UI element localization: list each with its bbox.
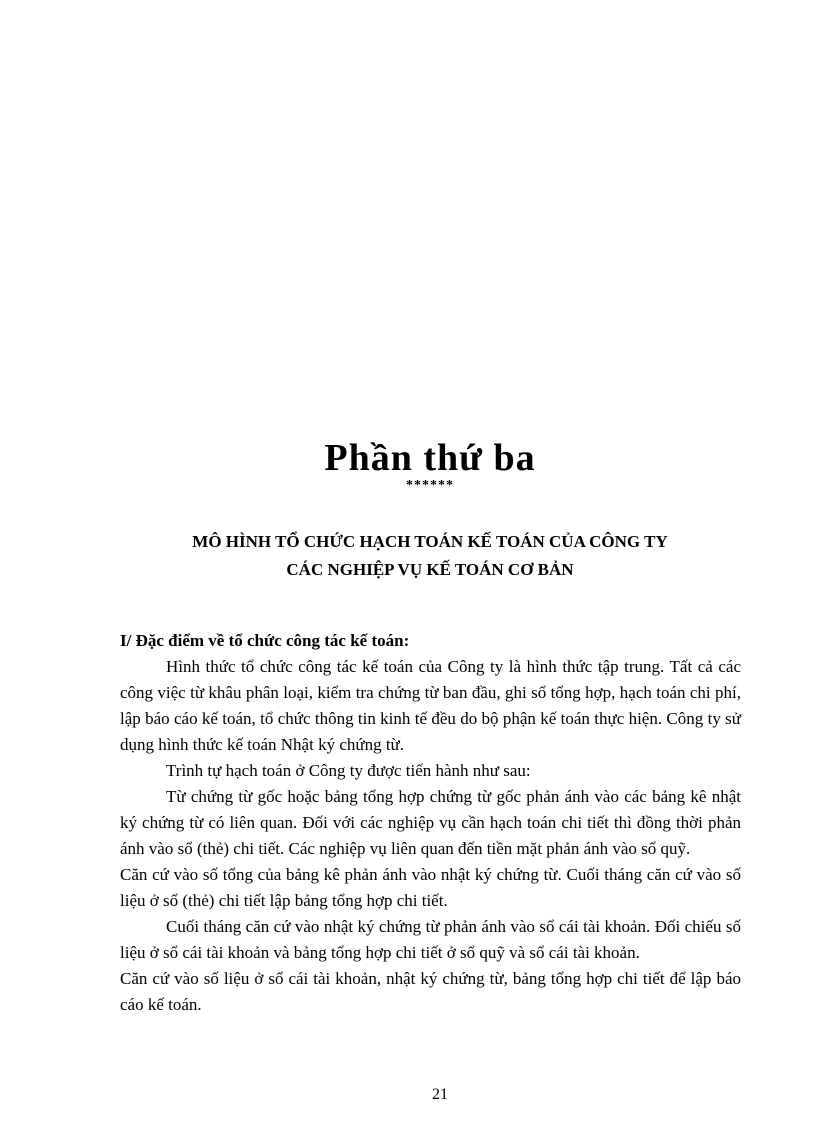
paragraph-source-documents: Từ chứng từ gốc hoặc bảng tổng hợp chứng từ gốc phản ánh vào các bảng kê nhật ký chứng từ có liên quan. Đối với các nghiệp vụ cần hạch toán chi tiết thì đồng thời phản ánh vào sổ (thẻ) chi tiết. Các nghiệp vụ liên quan đến tiền mặt phản ánh vào sổ quỹ. bbox=[120, 787, 741, 858]
section-heading: I/ Đặc điểm về tổ chức công tác kế toán: bbox=[120, 631, 410, 650]
chapter-heading-line-1: MÔ HÌNH TỔ CHỨC HẠCH TOÁN KẾ TOÁN CỦA CÔNG TY bbox=[192, 532, 668, 551]
paragraph-month-end: Cuối tháng căn cứ vào nhật ký chứng từ phản ánh vào sổ cái tài khoản. Đối chiếu số liệu ở sổ cái tài khoản và bảng tổng hợp chi tiết ở sổ quỹ và sổ cái tài khoản. bbox=[120, 917, 741, 962]
part-title: Phần thứ ba bbox=[324, 437, 536, 479]
body-text bbox=[120, 628, 741, 1018]
page-number: 21 bbox=[432, 1086, 448, 1103]
paragraph-organization-form: Hình thức tổ chức công tác kế toán của Công ty là hình thức tập trung. Tất cả các công việc từ khâu phân loại, kiểm tra chứng từ ban đầu, ghi sổ tổng hợp, hạch toán chi phí, lập báo cáo kế toán, tổ chức thông tin kinh tế đều do bộ phận kế toán thực hiện. Công ty sử dụng hình thức kế toán Nhật ký chứng từ. bbox=[120, 657, 741, 754]
separator-stars: ****** bbox=[406, 478, 454, 493]
paragraph-totals: Căn cứ vào số tổng của bảng kê phản ánh vào nhật ký chứng từ. Cuối tháng căn cứ vào số liệu ở sổ (thẻ) chi tiết lập bảng tổng hợp chi tiết. bbox=[120, 865, 741, 910]
paragraph-procedure-intro: Trình tự hạch toán ở Công ty được tiến hành như sau: bbox=[166, 761, 531, 780]
chapter-heading bbox=[0, 528, 816, 584]
chapter-heading-line-2: CÁC NGHIỆP VỤ KẾ TOÁN CƠ BẢN bbox=[286, 560, 574, 579]
paragraph-reporting: Căn cứ vào số liệu ở sổ cái tài khoản, nhật ký chứng từ, bảng tổng hợp chi tiết để lập báo cáo kế toán. bbox=[120, 969, 741, 1014]
